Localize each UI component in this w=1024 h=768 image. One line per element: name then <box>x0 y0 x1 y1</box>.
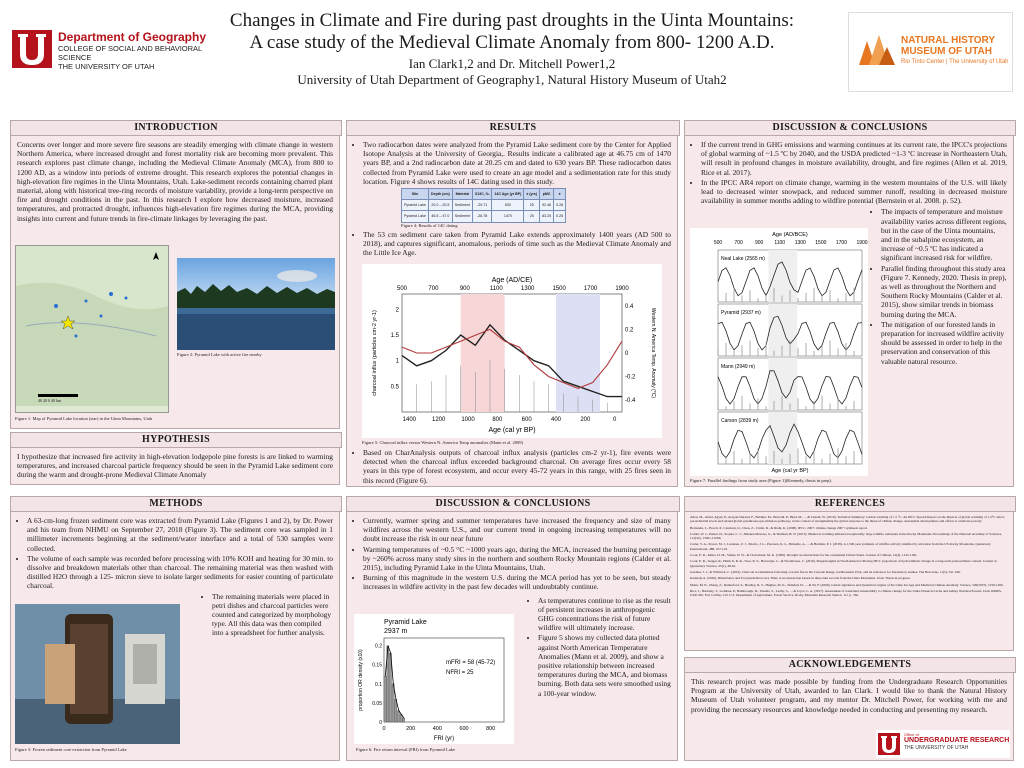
core-photo <box>15 604 180 744</box>
table-cell: 20.0 – 20.5 <box>428 200 452 211</box>
table-cell: 630 <box>492 200 524 211</box>
discussion-mid-bullet-2: • Warming temperatures of ~0.5 °C ~1000 years ago, during the MCA, increased the burning percentage by ~260% across many study sites in the northern and southern Rocky Mountain regions (Calder et al. 2015), including Pyramid Lake in the Uinta Mountains, Utah. <box>363 545 671 573</box>
logo-dept-name: Department of Geography <box>58 30 207 44</box>
authors: Ian Clark1,2 and Dr. Mitchell Power1,2 <box>408 56 616 71</box>
acknowledgements-text: This research project was made possible by funding from the Undergraduate Research Opportunities Program at the University of Utah, awarded to Ian Clark. I would like to thank the Natural History Museum of Utah volunteer program, and my mentor Dr. Mitchell Power, for working with me and providing the necessary resources and knowledge needed in conducting and presenting my research. <box>691 677 1007 714</box>
results-bullet-3: • Based on CharAnalysis outputs of charcoal influx analysis (particles cm-2 yr-1), fire events were detected when the charcoal influx exceeded background charcoal. On average fires occur every 58 years in this type of forest ecosystem, and occur every 45-72 years in this range, with 25 fires seen in this record (Figure 6). <box>363 448 671 485</box>
panel-label: Mann (2949 m) <box>721 364 755 370</box>
parallel-findings-chart-svg <box>690 228 868 476</box>
lia-shade <box>556 294 600 412</box>
nhm-logo <box>848 12 1013 92</box>
table-header: Material <box>452 189 472 200</box>
map-figure <box>15 245 169 413</box>
table-header: Depth (cm) <box>428 189 452 200</box>
university-u-icon <box>12 30 52 68</box>
nhm-name-1: NATURAL HISTORY <box>901 35 996 46</box>
table-cell: Pyramid Lake <box>402 200 429 211</box>
fig7-caption: Figure 7: Parallel findings from study area (Figure 1)(Kennedy, thesis in prep). <box>690 478 833 483</box>
parallel-findings-chart <box>690 228 868 476</box>
x2-tick-label: 1700 <box>583 286 598 292</box>
x2-axis-label: Age (AD/CE) <box>491 277 533 284</box>
y-tick-label: 0.5 <box>390 384 399 391</box>
x2-tick-label: 1500 <box>552 286 566 292</box>
map-scale: 40 20 0 40 km <box>38 398 62 403</box>
intro-text: Concerns over longer and more severe fire seasons are steadily emerging with climate change in western Northern America, where increased drought and forest mortality risk are becoming more prevalent. This research explores past climate change, including the Medieval Climate Anomaly (MCA), from 800 to 1200 AD, as a window into periods of extreme drought. This research explores the potential changes in high-elevation fire regimes in the Uinta Mountains, Utah. Lake-sediment records containing charred plant material, along with historical tree-ring records of moisture variability, provide a long-term perspective on fire and drought conditions in the past. In this research I explore how decreased moisture, increased temperatures, and protracted drought, influences high-elevation fire regimes during the MCA, providing insights into current and future trends in fire-climate linkages by leveraging the past. <box>17 140 333 223</box>
y-tick-label: 0.05 <box>372 700 382 707</box>
title-line-1: Changes in Climate and Fire during past droughts in the Uinta Mountains: <box>229 10 795 31</box>
table-row <box>402 211 566 222</box>
references-heading: REFERENCES <box>684 496 1016 512</box>
discussion-mid-heading: DISCUSSION & CONCLUSIONS <box>346 496 680 512</box>
reference-item: Kennedy A. (2020). Disturbance and Ecosystem Recovery Time: A reconstruction based on three lake records from the Uinta Mountains, Utah. Thesis in progress. <box>690 576 911 581</box>
results-bullet-2: • The 53 cm sediment care taken from Pyramid Lake extends approximately 1400 years (AD 500 to 2018), and captures significant, anomalous, periods of time such as the Medieval Climate Anomaly and the Little Ice Age. <box>363 230 671 258</box>
fri-chart <box>354 614 514 744</box>
y-tick-label: 2 <box>395 307 399 314</box>
x-tick-label: 1000 <box>461 417 475 423</box>
reference-item: Bernstein, L., Bosch, P., Canziani, O., Chen, Z., Christ, R., & Riahi, K. (2008). IPCC, 2007: climate change 2007: synthesis report. <box>690 525 868 530</box>
lake-photo-svg <box>177 258 335 350</box>
x-tick-label: 1700 <box>835 240 847 246</box>
y2-tick-label: 0.2 <box>625 327 634 334</box>
geography-logo <box>10 28 215 73</box>
results-panel-bottom <box>346 446 678 487</box>
hypothesis-panel <box>10 447 340 485</box>
x-tick-label: 0 <box>612 417 617 423</box>
radiocarbon-table-wrap <box>401 188 671 228</box>
y2-tick-label: -0.4 <box>625 398 636 405</box>
y2-axis-label: Western N. America Temp. Anomaly (°C) <box>650 307 656 399</box>
urop-university: THE UNIVERSITY OF UTAH <box>904 745 969 751</box>
reference-item: Gardner, J. J., & Whitlock, C. (2001). Charcoal accumulation following a recent fire in the Cascade Range, northwestern USA, and its relevance for fire-history studies. The Holocene, 11(5), 541-549. <box>690 569 961 574</box>
reference-item: Allen, M., Antwi-Agyei, P., Aragon-Durand, F., Babiker, M., Bertoldi, P., Bind, M., ... & Cheem, W. (2019). Technical Summary: Global warming of 1.5 °C. An IPCC Special Report on the impacts of global warming of 1.5°C above pre-industrial levels and related global greenhouse gas emission pathways, in the context of strengthening the global response to the threat of climate change, sustainable development, and efforts to eradicate poverty. <box>690 515 1005 524</box>
chart-subtitle: 2937 m <box>384 628 408 635</box>
discussion-mid-side-bullet-2: • Figure 5 shows my collected data plotted against North American Temperature Anomalies (Mann et al. 2009), and show a positive relationship between increased temperatures during the MCA, and biomass burning. Both data sets were smoothed using a 100-year window. <box>538 633 671 697</box>
table-header: Site <box>402 189 429 200</box>
mca-shade <box>768 412 797 464</box>
poster-header <box>190 10 834 88</box>
x-tick-label: 1400 <box>402 417 417 423</box>
table-cell: 92.46 <box>540 200 554 211</box>
x2-tick-label: 1300 <box>521 286 535 292</box>
x2-tick-label: 700 <box>428 286 439 292</box>
x-tick-label: 1200 <box>431 417 446 423</box>
methods-heading: METHODS <box>10 496 342 512</box>
x-tick-label: 1100 <box>774 240 786 246</box>
x-tick-label: 400 <box>432 726 442 732</box>
title-line-2: A case study of the Medieval Climate Anomaly from 800- 1200 A.D. <box>249 32 775 53</box>
x-tick-label: 600 <box>459 726 469 732</box>
y-tick-label: 1.5 <box>390 333 399 340</box>
intro-heading: INTRODUCTION <box>10 120 342 136</box>
fri-chart-svg <box>354 614 514 744</box>
discussion-right-side-bullet-1: • The impacts of temperature and moisture availability varies across different regions, but in the case of the Uinta mountains, and in the subalpine ecosystem, an increase of ~0.5 ºC has indicated a significant increased risk for wildfire. <box>881 207 1007 262</box>
table-header: ± <box>554 189 566 200</box>
logo-college-name: COLLEGE OF SOCIAL AND BEHAVIORAL SCIENCE <box>58 44 202 62</box>
x-tick-label: 900 <box>754 240 764 246</box>
chart-title: Pyramid Lake <box>384 619 427 626</box>
table-cell: 25 <box>524 211 540 222</box>
x-tick-label: 800 <box>486 726 496 732</box>
x2-tick-label: 500 <box>396 286 408 292</box>
x-tick-label: 700 <box>734 240 743 246</box>
table-cell: 46.5 – 47.0 <box>428 211 452 222</box>
hypothesis-heading: HYPOTHESIS <box>10 432 342 448</box>
table-cell: Sediment <box>452 200 472 211</box>
y2-tick-label: 0.4 <box>625 303 634 310</box>
x-tick-label: 1500 <box>815 240 827 246</box>
nhm-subtitle: Rio Tinto Center | The University of Utah <box>901 59 1009 65</box>
table-cell: 25 <box>524 200 540 211</box>
chart-title: Age (AD/BCE) <box>772 232 808 238</box>
y-tick-label: 0.15 <box>372 662 382 669</box>
y-tick-label: 1 <box>395 358 399 365</box>
x-tick-label: 0 <box>382 726 386 732</box>
table-cell: 83.25 <box>540 211 554 222</box>
panel-label: Pyramid (2937 m) <box>721 310 761 316</box>
hypothesis-text: I hypothesize that increased fire activity in high-elevation lodgepole pine forests is are linked to warming temperatures, and increased charcoal particle frequency should be seen in the Pyramid Lake sediment core during the warm and drought-prone Medieval Climate Anomaly <box>17 452 333 480</box>
table-header: δ13C, ‰ <box>472 189 491 200</box>
fig3-caption: Figure 3: Frozen sediment core extraction from Pyramid Lake <box>15 747 127 752</box>
x-tick-label: 600 <box>521 417 532 423</box>
discussion-mid-bullet-3: • Burning of this magnitude in the western U.S. during the MCA period has yet to be seen, but steady increases in wildfire activity in the past few decades will undoubtably continue. <box>363 573 671 591</box>
table-cell: -29.71 <box>472 200 491 211</box>
panel-label: Neal Lake (2565 m) <box>721 256 765 262</box>
urop-name: UNDERGRADUATE RESEARCH <box>904 737 1010 744</box>
y-axis-label: charcoal influx (particles cm-2 yr-1) <box>372 310 378 396</box>
reference-item: Calder, W. J., Parker, D., Stopka, C. J., Jiménez-Moreno, G., & Shuman, B. N. (2015). Medieval warming initiated exceptionally large wildfire outbreaks in the Rocky Mountains. Proceedings of the National Academy of Sciences, 112(43), 13261-13266. <box>690 531 1002 541</box>
y2-tick-label: -0.2 <box>625 374 636 381</box>
discussion-mid-side-bullet-1: • As temperatures continue to rise as the result of persistent increases in anthropogenic GHG concentrations the risk of future wildfire will ultimately increase. <box>538 596 671 633</box>
y-tick-label: 0.1 <box>375 681 382 688</box>
table-cell: -28.78 <box>472 211 491 222</box>
urop-logo <box>876 730 1010 758</box>
x2-tick-label: 1900 <box>615 286 629 292</box>
methods-bullet-2: • The volume of each sample was recorded before processing with 10% KOH and heating for 30 min. to dissolve and breakdown materials other than charcoal. The remaining material was then washed with distilled H2O through a 125- micron sieve to isolate larger sediments for easier counting of particulate charcoal. <box>27 554 333 591</box>
core-photo-svg <box>15 604 180 744</box>
panel-label: Carson (2839 m) <box>721 418 759 424</box>
table-header: pMC <box>540 189 554 200</box>
x-tick-label: 200 <box>580 417 591 423</box>
fig2-caption: Figure 2: Pyramid Lake with active fire nearby <box>177 352 262 357</box>
results-heading: RESULTS <box>346 120 680 136</box>
x2-tick-label: 900 <box>459 286 470 292</box>
table-cell: Sediment <box>452 211 472 222</box>
map-svg <box>16 246 168 406</box>
y2-tick-label: 0 <box>625 351 629 357</box>
reference-item: Carter, V. A., Power, M. J., Lundeen, Z. J., Morris, J. L., Petersen, K. L., Brunelle, A., ... & Bartlein, P. J. (2018). A 1,500-year synthesis of wildfire activity stratified by elevation from the US Rocky Mountains. Quaternary International, 488, 107-119. <box>690 542 991 551</box>
charcoal-temp-chart-svg <box>362 264 662 438</box>
nhm-name-2: MUSEUM OF UTAH <box>901 46 992 57</box>
x-tick-label: 800 <box>492 417 503 423</box>
discussion-right-heading: DISCUSSION & CONCLUSIONS <box>684 120 1016 136</box>
museum-building-icon <box>857 31 897 67</box>
table-cell: 0.28 <box>554 200 566 211</box>
results-bullet-1: • Two radiocarbon dates were analyzed from the Pyramid Lake sediment core by the Center for Applied Isotope Analysis at the University of Georgia,. Results indicate a calibrated age at 46.75 cm of 1470 years BP, and a 2nd radiocarbon date at 20.25 cm and dated to 630 years BP. These radiocarbon dates collected from Pyramid Lake were used to create an age model and a sedimentation rate for this study location. Figure 4 shows results of 14C dating used in this study. <box>363 140 671 186</box>
affiliations: University of Utah Department of Geography1, Natural History Museum of Utah2 <box>297 72 727 87</box>
discussion-right-side-bullet-2: • Parallel finding throughout this study area (Figure 7. Kennedy, 2020. Thesis in prep), as well as throughout the Northern and Southern Rocky Mountains (Calder et al. 2015), show similar trends in biomass burning during the MCA. <box>881 264 1007 319</box>
discussion-mid-bullet-1: • Currently, warmer spring and summer temperatures have increased the frequency and size of many wildfires across the western U.S., and our current trend in ongoing increasing temperatures will no doubt increase the risk in our near future <box>363 516 671 544</box>
fri-bar <box>403 718 405 722</box>
x-tick-label: 500 <box>713 240 723 246</box>
y-axis-label: proportion OR density (x10) <box>358 649 364 711</box>
fig6-caption: Figure 6: Fire return interval (FRI) from Pyramid Lake <box>356 747 455 752</box>
fri-bar <box>397 711 399 722</box>
references-panel <box>684 511 1014 651</box>
x-tick-label: 1900 <box>856 240 868 246</box>
fri-bar <box>392 684 394 722</box>
university-u-small-icon <box>878 733 900 755</box>
table-header: ± (yrs) <box>524 189 540 200</box>
x-tick-label: 1300 <box>794 240 806 246</box>
lake-photo <box>177 258 335 350</box>
reference-item: Mann, M. E., Zhang, Z., Rutherford, S., Bradley, R. S., Hughes, M. K., Shindell, D., ... & Ni, F. (2009). Global signatures and dynamical origins of the Little Ice Age and Medieval Climate Anomaly. Science, 326(5957), 1256-1260. <box>690 582 1004 587</box>
methods-bullet-1: • A 63-cm-long frozen sediment core was extracted from Pyramid Lake (Figures 1 and 2), by Dr. Power and his team from NHMU on September 27, 2018 (Figure 3). The sediment core was sampled in 1 millimeter increments beginning at the sediment/water interface and a total of 530 samples were collected. <box>27 516 333 553</box>
x-tick-label: 400 <box>550 417 562 423</box>
x-axis-label: Age (cal yr BP) <box>771 468 809 474</box>
logo-university-name: THE UNIVERSITY OF UTAH <box>58 62 155 71</box>
x-axis-label: Age (cal yr BP) <box>488 427 536 434</box>
table-row <box>402 200 566 211</box>
x2-tick-label: 1100 <box>489 286 503 292</box>
mca-shade <box>461 294 505 412</box>
fig5-caption: Figure 5: Charcoal influx versus Western N. America Temp anomalies (Mann et al. 2009) <box>362 440 523 445</box>
y-tick-label: 0.2 <box>375 643 382 650</box>
mca-shade <box>768 304 797 356</box>
reference-item: Cook, E. R., Meko, D. M., Stahle, D. W., & Cleaveland, M. K. (1999). Drought reconstructions for the continental United States. Journal of Climate, 12(4), 1145-1162. <box>690 553 918 558</box>
x-axis-label: FRI (yr) <box>433 736 455 742</box>
discussion-right-side-bullet-3: • The mitigation of our forested lands in preparation for increased wildfire activity should be assessed in order to help in the preservation and conservation of this valuable natural resource. <box>881 320 1007 366</box>
charcoal-temp-chart <box>362 264 662 438</box>
chart-annotation: NFRI = 25 <box>446 670 474 676</box>
radiocarbon-table <box>401 188 566 223</box>
table-header-row <box>402 189 566 200</box>
fri-bar <box>389 653 391 722</box>
fig4-caption: Figure 4: Results of 14C dating <box>401 222 458 228</box>
x-tick-label: 200 <box>406 726 416 732</box>
reference-item: Rice, J., Bardsley, T., Gomben, P., Bambrough, D., Weems, S., Leahy, S., ... & Joyce, L. A. (2017). Assessment of watershed vulnerability to climate change for the Uinta-Wasatch-Cache and Ashley National Forests, Utah. RMRS-GTR-362. Fort Collins, CO: U.S. Department of Agriculture, Forest Service, Rocky Mountain Research Station. 111 p., 362. <box>690 588 1002 598</box>
reference-item: Cook, E. R., Seager, R., Heim Jr, R. R., Vose, R. S., Herweijer, C., & Woodhouse, C. (2010). Megadroughts in North America: Placing IPCC projections of hydroclimatic change in a long-term palaeoclimate context. Journal of Quaternary Science, 25(1), 48-61. <box>690 559 997 568</box>
discussion-right-bullet-1: • If the current trend in GHG emissions and warming continues at its current rate, the IPCC's projections of global warming of ~1.5 ºC by 2040, and the USDA predicted ~1-3 ºC increase in Northeastern Utah, will result in profound changes in moisture availability, drought, and fire regimes (Allen et al. 2019, Rice et al. 2017). <box>701 140 1007 177</box>
table-header: 14C Age (yr BP) <box>492 189 524 200</box>
table-cell: Pyramid Lake <box>402 211 429 222</box>
methods-bullet-3: • The remaining materials were placed in petri dishes and charcoal particles were counted and categorized by morphology type. All this data was then compiled into a spreadsheet for further analysis. <box>212 592 333 638</box>
fig1-caption: Figure 1: Map of Pyramid Lake location (star) in the Uinta Mountains, Utah <box>15 416 153 421</box>
acknowledgements-heading: ACKNOWLEDGEMENTS <box>684 657 1016 673</box>
discussion-right-bullet-2: • In the IPCC AR4 report on climate change, warming in the western mountains of the U.S. will likely lead to decreased winter snowpack, and reduced summer runoff, resulting in decreased moisture availability in summer months adding to wildfire potential (Bernstein et al. 2008. p. 52). <box>701 178 1007 206</box>
mca-shade <box>768 250 797 302</box>
urop-office: Office of <box>904 732 919 737</box>
plot-frame <box>384 638 504 722</box>
table-cell: 0.25 <box>554 211 566 222</box>
chart-annotation: mFRI = 58 (45-72) <box>446 660 496 666</box>
y-tick-label: 0 <box>379 720 382 726</box>
fri-bar <box>384 676 386 722</box>
table-cell: 1470 <box>492 211 524 222</box>
